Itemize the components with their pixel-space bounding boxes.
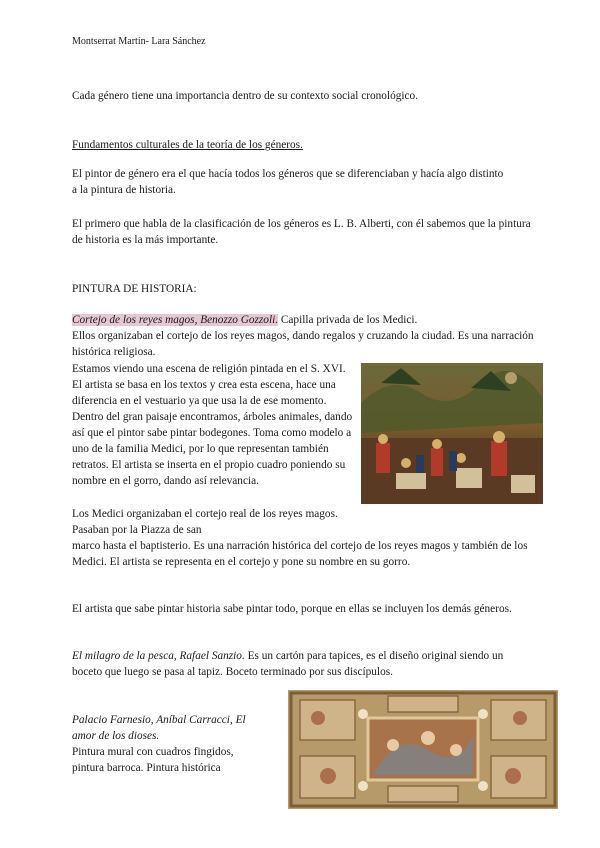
section-fundamentos-paragraph-2: El primero que habla de la clasificación de los géneros es L. B. Alberti, con él sabemos que la pintura de historia es la más importante. — [72, 218, 531, 246]
milagro-paragraph — [72, 648, 534, 680]
cortejo-paragraph-1: Ellos organizaban el cortejo de los reyes magos, dando regalos y cruzando la ciudad. Es una narración histórica religiosa. — [72, 330, 534, 358]
farnesio-text: Pintura mural con cuadros fingidos, pintura barroca. Pintura histórica — [72, 746, 234, 774]
cortejo-paragraph-2: Estamos viendo una escena de religión pintada en el S. XVI. El artista se basa en los textos y crea esta escena, hace una diferencia en el vestuario ya que usa la de ese momento. Dentro del gran paisaje encontramos, árboles animales, dando así que el pintor sabe pintar bodegones. Toma como modelo a uno de la familia Medici, por lo que representan también retratos. El artista se inserta en el propio cuadro poniendo su nombre en el gorro, dando así relevancia. — [72, 363, 353, 487]
cortejo-title-highlight: Cortejo de los reyes magos, Benozzo Gozzoli. — [72, 314, 279, 326]
farnesio-title: Palacio Farnesio, Aníbal Carracci, El amor de los dioses. — [72, 714, 246, 742]
intro-paragraph: Cada género tiene una importancia dentro de su contexto social cronológico. — [72, 90, 419, 102]
cortejo-paragraph-3-end: marco hasta el baptisterio. Es una narración histórica del cortejo de los reyes magos y también de los Medici. El artista se representa en el cortejo y pone su nombre en su gorro. — [72, 540, 528, 568]
milagro-text: Es un cartón para tapices, es el diseño original siendo un boceto que luego se pasa al tapiz. Boceto terminado por sus discípulos. — [72, 650, 504, 678]
cortejo-painting-image — [361, 363, 543, 504]
cortejo-heading-line — [72, 312, 542, 328]
milagro-title: El milagro de la pesca, Rafael Sanzio. — [72, 650, 245, 662]
cortejo-location: Capilla privada de los Medici. — [278, 314, 418, 326]
section-fundamentos-paragraph-1: El pintor de género era el que hacía todos los géneros que se diferenciaban y hacía algo distinto a la pintura de historia. — [72, 168, 504, 196]
section-historia-title: PINTURA DE HISTORIA: — [72, 283, 197, 295]
cortejo-paragraph-3-start: Los Medici organizaban el cortejo real de los reyes magos. Pasaban por la Piazza de san — [72, 508, 338, 536]
farnesio-fresco-image — [288, 690, 558, 809]
document-header-author: Montserrat Martín- Lara Sánchez — [72, 36, 206, 47]
section-fundamentos-title: Fundamentos culturales de la teoría de los géneros. — [72, 139, 303, 151]
paragraph-historia-todo: El artista que sabe pintar historia sabe pintar todo, porque en ellas se incluyen los demás géneros. — [72, 603, 512, 615]
